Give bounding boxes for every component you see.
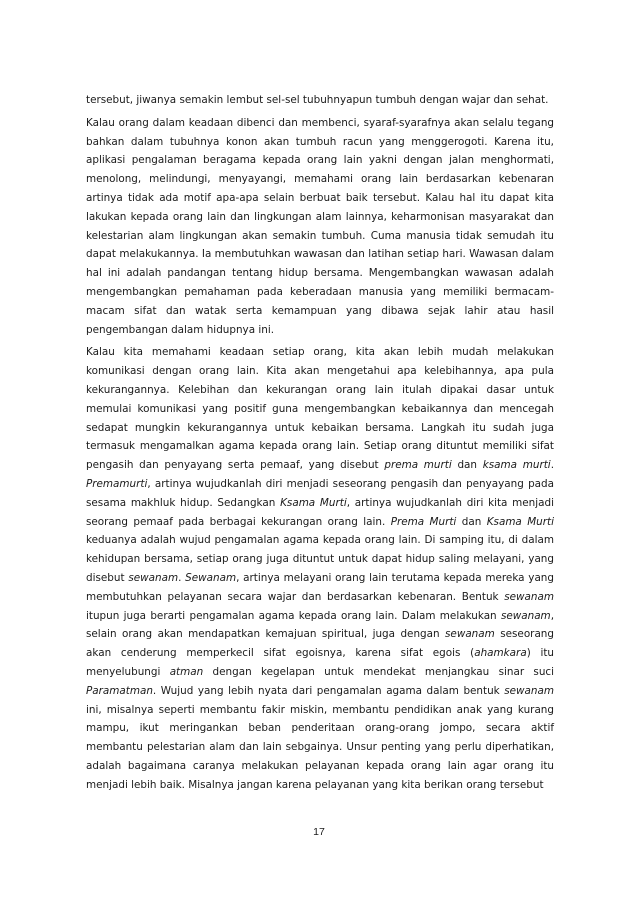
italic-term: sewanam xyxy=(504,590,554,603)
text-run: ini, misalnya seperti membantu fakir miskin, membantu pendidikan anak yang kurang mampu, ikut meringankan beban penderitaan orang-orang jompo, secara aktif membantu pelestarian alam dan lain sebgainya. Unsur penting yang perlu diperhatikan, adalah bagaimana caranya melakukan pelayanan kepada orang lain agar orang itu menjadi lebih baik. Misalnya jangan karena pelayanan yang kita berikan orang tersebut xyxy=(86,703,554,791)
text-run: , artinya melayani orang lain terutama kepada mereka yang membutuhkan pelayanan secara wajar dan berdasarkan kebenaran. Bentuk xyxy=(86,571,554,603)
italic-term: ksama murti xyxy=(482,459,551,472)
italic-term: Paramatman xyxy=(86,684,153,697)
text-run: seseorang akan cenderung memperkecil sifat egoisnya, karena sifat egois ( xyxy=(86,628,554,660)
text-run: . xyxy=(550,459,554,472)
text-run: dan xyxy=(451,459,483,472)
body-text xyxy=(86,91,554,798)
text-run: Kalau kita memahami keadaan setiap orang, kita akan lebih mudah melakukan komunikasi dengan orang lain. Kita akan mengetahui apa kelebihannya, apa pula kekurangannya. Kelebihan dan kekurangan orang lain itulah dipakai dasar untuk memulai komunikasi yang positif guna mengembangkan kebaikannya dan mencegah sedapat mungkin kekurangannya untuk kebaikan bersama. Langkah itu sudah juga termasuk mengamalkan agama kepada orang lain. Setiap orang dituntut memiliki sifat pengasih dan penyayang serta pemaaf, yang disebut xyxy=(86,346,554,472)
italic-term: sewanam xyxy=(500,609,551,622)
text-run: dengan kegelapan untuk mendekat menjangkau sinar suci xyxy=(203,665,555,678)
text-run: . Wujud yang lebih nyata dari pengamalan agama dalam bentuk xyxy=(152,684,505,697)
paragraph-3 xyxy=(86,343,554,794)
text-run: keduanya adalah wujud pengamalan agama kepada orang lain. Di samping itu, di dalam kehidupan bersama, setiap orang juga dituntut untuk dapat hidup saling melayani, yang disebut xyxy=(86,534,554,584)
paragraph-1 xyxy=(86,91,554,110)
italic-term: Ksama Murti xyxy=(280,496,347,509)
italic-term: atman xyxy=(169,665,204,678)
italic-term: Ksama Murti xyxy=(486,515,555,528)
italic-term: sewanam xyxy=(445,628,495,641)
text-run: , selain orang akan mendapatkan kemajuan spiritual, juga dengan xyxy=(86,609,554,641)
text-run: . xyxy=(178,571,186,584)
text-run: Kalau orang dalam keadaan dibenci dan membenci, syaraf-syarafnya akan selalu tegang bahkan dalam tubuhnya konon akan tumbuh racun yang menggerogoti. Karena itu, aplikasi pengalaman beragama kepada orang lain yakni dengan jalan menghormati, menolong, melindungi, menyayangi, memahami orang lain berdasarkan kebenaran artinya tidak ada motif apa-apa selain berbuat baik tersebut. Kalau hal itu dapat kita lakukan kepada orang lain dan lingkungan alam lainnya, keharmonisan masyarakat dan kelestarian alam lingkungan akan semakin tumbuh. Cuma manusia tidak semudah itu dapat melakukannya. Ia membutuhkan wawasan dan latihan setiap hari. Wawasan dalam hal ini adalah pandangan tentang hidup bersama. Mengembangkan wawasan adalah mengembangkan pemahaman pada keberadaan manusia yang memiliki bermacam-macam sifat dan watak serta kemampuan yang dibawa sejak lahir atau hasil pengembangan dalam hidupnya ini. xyxy=(86,116,554,336)
text-run: tersebut, jiwanya semakin lembut sel-sel tubuhnyapun tumbuh dengan wajar dan sehat. xyxy=(86,94,549,106)
text-run: dan xyxy=(456,515,487,528)
italic-term: Prema Murti xyxy=(390,515,457,528)
italic-term: Sewanam xyxy=(185,571,237,584)
italic-term: sewanam xyxy=(128,571,179,584)
text-run: , artinya wujudkanlah diri menjadi seseorang pengasih dan penyayang pada sesama makhluk hidup. Sedangkan xyxy=(86,477,554,509)
text-run: , artinya wujudkanlah diri kita menjadi seorang pemaaf pada berbagai kekurangan orang lain. xyxy=(86,496,555,528)
paragraph-2 xyxy=(86,114,554,340)
italic-term: prema murti xyxy=(384,459,452,472)
italic-term: ahamkara xyxy=(474,647,527,660)
text-run: ) itu menyelubungi xyxy=(86,647,555,678)
text-run: itupun juga berarti pengamalan agama kepada orang lain. Dalam melakukan xyxy=(86,609,501,622)
italic-term: Premamurti xyxy=(86,477,148,490)
italic-term: sewanam xyxy=(504,684,554,697)
page-number: 17 xyxy=(313,826,325,838)
